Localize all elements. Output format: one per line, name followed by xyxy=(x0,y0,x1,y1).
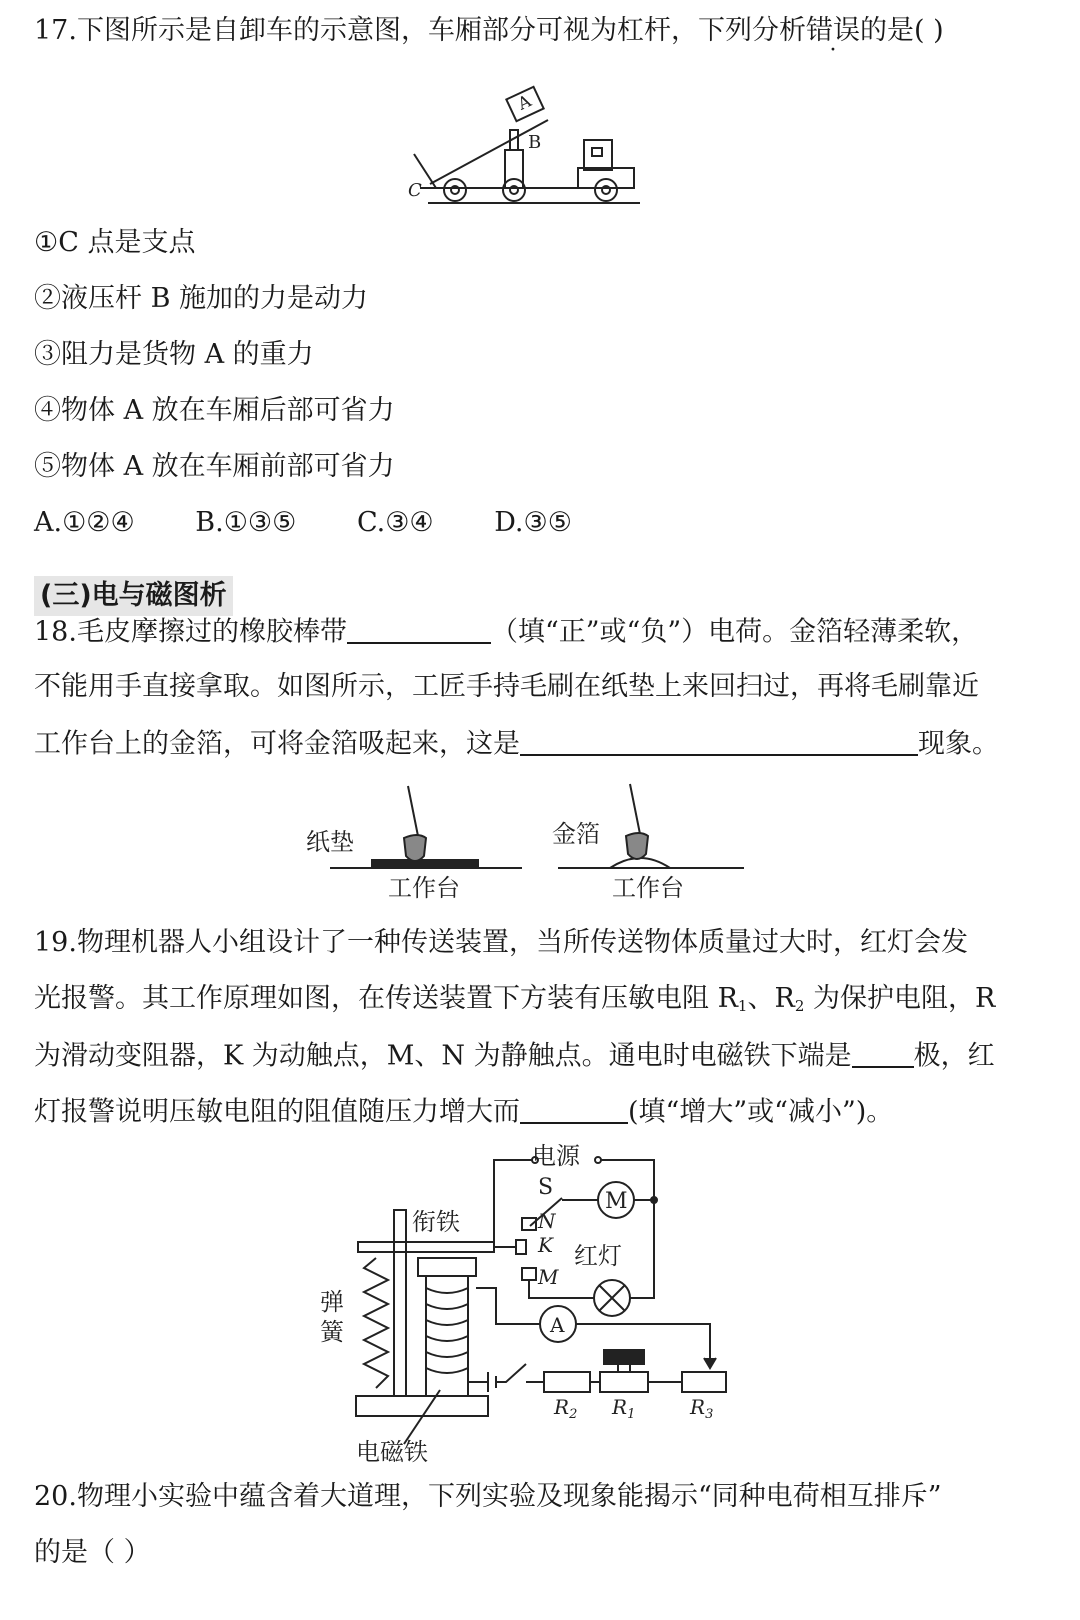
label-r1: $R_1$ xyxy=(612,1395,636,1422)
q19-blank-2[interactable] xyxy=(520,1094,628,1124)
q18-blank-1[interactable] xyxy=(347,614,491,644)
q19-line-1: 19.物理机器人小组设计了一种传送装置，当所传送物体质量过大时，红灯会发 xyxy=(34,927,968,958)
q19-line-3: 为滑动变阻器，K 为动触点，M、N 为静触点。通电时电磁铁下端是 极，红 xyxy=(34,1038,1050,1073)
q20-line-1: 20.物理小实验中蕴含着大道理，下列实验及现象能揭示“同种电荷相互排斥” xyxy=(34,1481,942,1512)
q17-option-a[interactable]: A.①②④ xyxy=(34,507,135,538)
label-spring-2: 簧 xyxy=(320,1318,344,1346)
q17-statement-5: ⑤物体 A 放在车厢前部可省力 xyxy=(34,451,395,482)
q19-line-2: 光报警。其工作原理如图，在传送装置下方装有压敏电阻 $R_1$、$R_2$ 为保护电阻，R xyxy=(34,983,996,1015)
label-power: 电源 xyxy=(532,1142,580,1170)
label-r2: $R_2$ xyxy=(554,1395,578,1422)
label-armature: 衔铁 xyxy=(412,1208,460,1236)
label-electromagnet: 电磁铁 xyxy=(356,1438,428,1466)
q19-blank-1[interactable] xyxy=(852,1038,914,1068)
q19-line-4: 灯报警说明压敏电阻的阻值随压力增大而 (填“增大”或“减小”)。 xyxy=(34,1094,1050,1129)
label-paper-pad: 纸垫 xyxy=(306,828,354,856)
q17-option-d[interactable]: D.③⑤ xyxy=(494,507,572,538)
q18-line-2: 不能用手直接拿取。如图所示，工匠手持毛刷在纸垫上来回扫过，再将毛刷靠近 xyxy=(34,671,979,702)
q17-statement-1: ①C 点是支点 xyxy=(34,227,196,258)
q17-statement-2: ②液压杆 B 施加的力是动力 xyxy=(34,283,369,314)
q17-emphasis: 错误 xyxy=(805,15,860,46)
q17-option-b[interactable]: B.①③⑤ xyxy=(195,507,297,538)
q17-stem: 17.下图所示是自卸车的示意图，车厢部分可视为杠杆，下列分析错误的是( ) xyxy=(34,15,944,46)
q18-blank-2[interactable] xyxy=(520,726,918,756)
ammeter-symbol: A xyxy=(550,1313,565,1337)
gold-leaf-figure xyxy=(300,778,760,903)
q17-statement-3: ③阻力是货物 A 的重力 xyxy=(34,339,314,370)
label-spring-1: 弹 xyxy=(320,1288,344,1316)
label-red-lamp: 红灯 xyxy=(574,1242,622,1270)
fig-label-b: B xyxy=(528,132,542,153)
label-r3: $R_3$ xyxy=(690,1395,714,1422)
label-gold-leaf: 金箔 xyxy=(552,820,600,848)
label-contact-m: M xyxy=(538,1265,559,1289)
q17-statement-4: ④物体 A 放在车厢后部可省力 xyxy=(34,395,395,426)
label-switch-s: S xyxy=(538,1175,554,1200)
dump-truck-figure xyxy=(400,78,660,214)
label-contact-n: N xyxy=(538,1209,556,1233)
fig-label-c: C xyxy=(408,180,422,201)
relay-circuit-figure xyxy=(300,1138,740,1468)
label-worktable-left: 工作台 xyxy=(388,874,460,902)
q17-option-c[interactable]: C.③④ xyxy=(356,507,434,538)
label-contact-k: K xyxy=(538,1233,553,1257)
motor-symbol: M xyxy=(605,1189,628,1214)
q20-line-2: 的是（ ） xyxy=(34,1537,151,1568)
section-title: (三)电与磁图析 xyxy=(34,576,233,616)
q17-options xyxy=(34,506,1050,540)
fig-label-a: A xyxy=(514,91,535,115)
q18-line-3: 工作台上的金箔，可将金箔吸起来，这是 现象。 xyxy=(34,726,1050,761)
label-worktable-right: 工作台 xyxy=(612,874,684,902)
q18-line-1: 18.毛皮摩擦过的橡胶棒带 （填“正”或“负”）电荷。金箔轻薄柔软， xyxy=(34,614,1050,649)
